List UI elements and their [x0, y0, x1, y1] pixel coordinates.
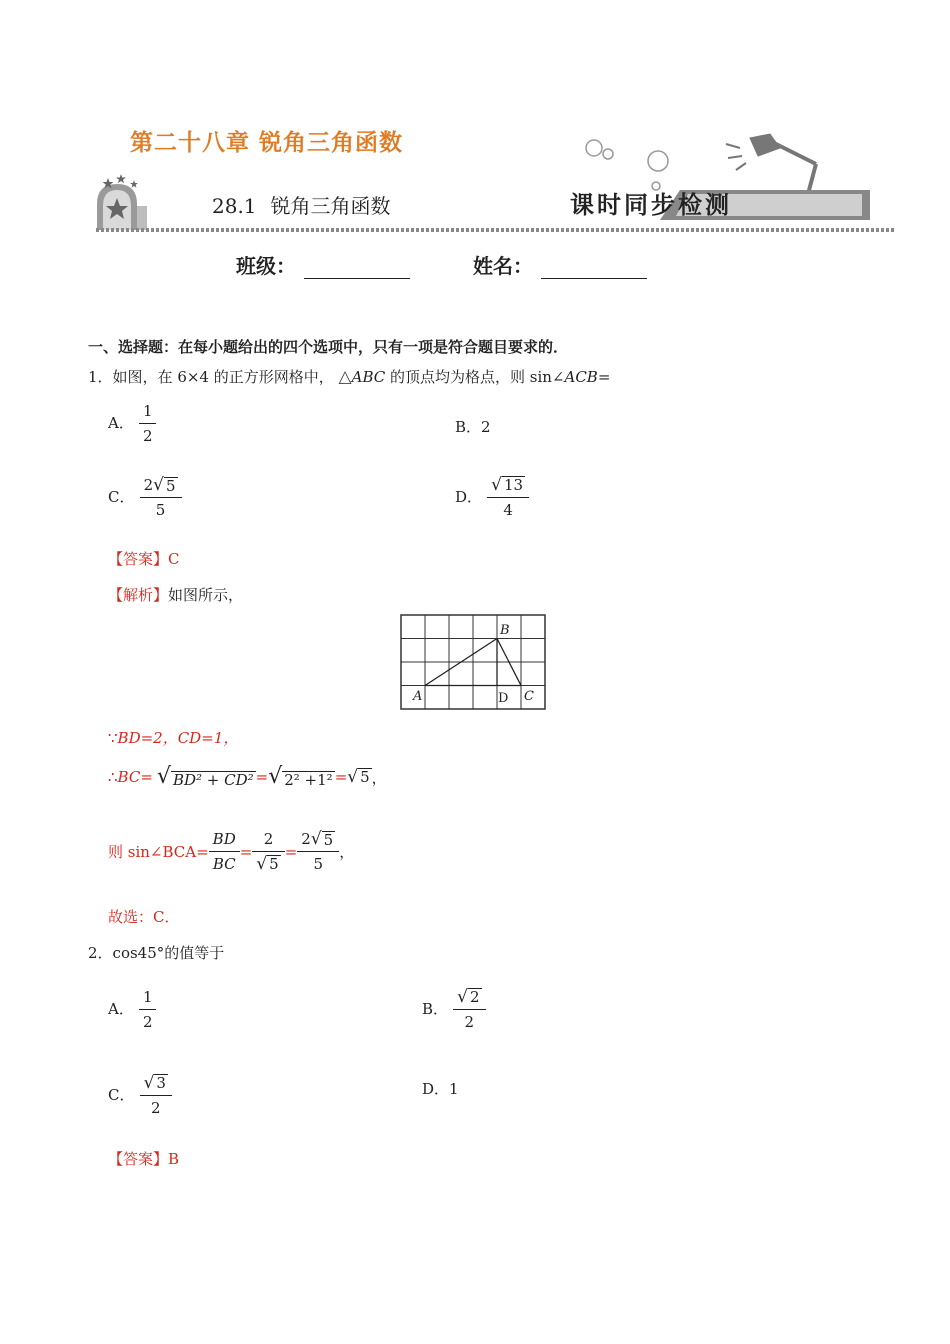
header-divider	[96, 228, 896, 232]
denominator: 4	[503, 500, 513, 519]
fraction	[453, 988, 485, 1031]
section-title: 锐角三角函数	[270, 194, 391, 218]
equals: =	[284, 842, 298, 861]
chapter-title: 第二十八章 锐角三角函数	[130, 130, 404, 156]
fraction	[252, 830, 284, 873]
equals: =	[334, 768, 348, 786]
q2-option-b[interactable]	[422, 988, 486, 1031]
label-d: D	[498, 691, 509, 706]
class-name-line	[236, 250, 647, 279]
denominator: BC	[212, 855, 236, 873]
q1-option-b[interactable]: B．2	[455, 418, 491, 436]
numerator: 1	[142, 402, 153, 420]
radicand: 2	[469, 988, 480, 1006]
step1-text: BD=2，CD=1，	[117, 729, 239, 747]
grid-figure	[400, 614, 546, 710]
q1-step2	[108, 766, 387, 788]
option-label: C．	[108, 488, 135, 506]
radicand: 3	[156, 1074, 166, 1092]
fraction	[139, 988, 157, 1031]
q1-stem	[88, 366, 610, 387]
because-symbol: ∵	[108, 729, 118, 747]
radicand: 2² +1²	[284, 770, 333, 789]
fraction	[297, 830, 339, 873]
bubble-icon	[603, 149, 613, 159]
label-b: B	[500, 623, 510, 638]
bubble-icon	[586, 140, 602, 156]
q1-angle-name: ACB	[564, 368, 598, 386]
therefore-symbol: ∴	[108, 768, 118, 786]
comma: ，	[339, 843, 355, 861]
radicand: 5	[360, 768, 370, 787]
q2-number: 2．	[88, 944, 113, 962]
q2-stem-text: cos45°的值等于	[112, 944, 225, 962]
name-label: 姓名：	[472, 254, 533, 278]
triangle-symbol: △	[338, 367, 352, 387]
fraction	[209, 830, 240, 873]
q1-step1	[108, 727, 238, 748]
banner-title: 课时同步检测	[570, 190, 732, 219]
numerator: 1	[142, 988, 153, 1006]
numerator: √ 13	[491, 474, 524, 495]
q2-option-a[interactable]	[108, 988, 156, 1031]
step3-lhs: 则 sin∠BCA=	[108, 843, 209, 861]
answer-tag: 【答案】	[108, 550, 169, 568]
coefficient: 2	[143, 476, 154, 494]
comma: ，	[371, 768, 387, 787]
denominator: 5	[155, 501, 166, 519]
q1-option-c[interactable]	[108, 476, 182, 519]
q1-answer	[108, 548, 180, 569]
fraction	[487, 476, 529, 519]
q1-stem-text-2: 的顶点均为格点，则 sin∠	[385, 368, 565, 386]
denominator: 2	[151, 1098, 161, 1117]
q2-answer	[108, 1148, 179, 1169]
lamp-decoration	[580, 128, 870, 238]
star-badge-icon	[97, 174, 147, 230]
denominator: 2	[142, 427, 153, 445]
option-label: B．	[422, 999, 449, 1018]
sqrt-expr: √ BD² + CD²	[156, 764, 254, 789]
part-title: 一、选择题：在每小题给出的四个选项中，只有一项是符合题目要求的．	[88, 338, 569, 356]
section-heading	[212, 190, 391, 219]
q1-conclusion: 故选：C．	[108, 908, 180, 926]
radicand: BD² + CD²	[172, 770, 254, 789]
name-blank[interactable]	[541, 260, 647, 279]
equals: =	[255, 768, 269, 786]
answer-value: B	[168, 1150, 180, 1168]
numerator: √ 3	[143, 1072, 166, 1093]
q2-stem	[88, 942, 224, 963]
sqrt-expr: √ 2² +1²	[268, 764, 333, 789]
numerator: √ 2	[457, 986, 480, 1007]
q1-analysis	[108, 584, 243, 605]
radicand: 5	[323, 830, 334, 849]
step2-lhs: BC=	[117, 768, 153, 786]
numerator: BD	[212, 830, 236, 848]
q2-option-d[interactable]: D．1	[422, 1080, 459, 1098]
q1-stem-text: 如图，在 6×4 的正方形网格中，	[112, 368, 334, 386]
q1-step3	[108, 830, 354, 873]
denominator: 2	[464, 1012, 475, 1031]
sqrt-expr: √ 5	[347, 766, 370, 787]
q1-option-a[interactable]	[108, 402, 156, 445]
fraction	[140, 1074, 172, 1117]
answer-value: C	[168, 550, 180, 568]
equals: =	[239, 842, 253, 861]
option-label: C．	[108, 1085, 135, 1104]
fraction	[139, 402, 157, 445]
coefficient: 2	[301, 830, 311, 848]
radicand: 5	[165, 476, 176, 495]
option-label: A．	[108, 1000, 134, 1018]
q1-option-d[interactable]	[455, 476, 529, 519]
section-number: 28.1	[212, 194, 257, 218]
label-c: C	[524, 689, 534, 704]
denominator: 5	[313, 855, 324, 873]
q2-option-c[interactable]	[108, 1074, 172, 1117]
radicand: 5	[269, 855, 279, 874]
analysis-tag: 【解析】	[108, 586, 169, 604]
numerator: 2 √ 5	[143, 475, 176, 495]
bubble-icon	[648, 151, 668, 171]
q1-stem-eq: =	[597, 368, 611, 386]
fraction	[140, 476, 182, 519]
radicand: 13	[503, 476, 524, 494]
answer-tag: 【答案】	[108, 1150, 169, 1168]
numerator: 2	[263, 830, 274, 849]
label-a: A	[413, 689, 423, 704]
option-label: A．	[108, 414, 134, 432]
analysis-text: 如图所示，	[168, 586, 244, 604]
denominator: √ 5	[256, 853, 279, 874]
numerator: 2 √ 5	[301, 829, 334, 849]
q1-triangle-name: ABC	[351, 368, 386, 386]
class-blank[interactable]	[304, 260, 410, 279]
option-label: D．	[455, 487, 483, 506]
q1-number: 1．	[88, 368, 113, 386]
denominator: 2	[142, 1013, 153, 1031]
class-label: 班级：	[236, 254, 296, 278]
